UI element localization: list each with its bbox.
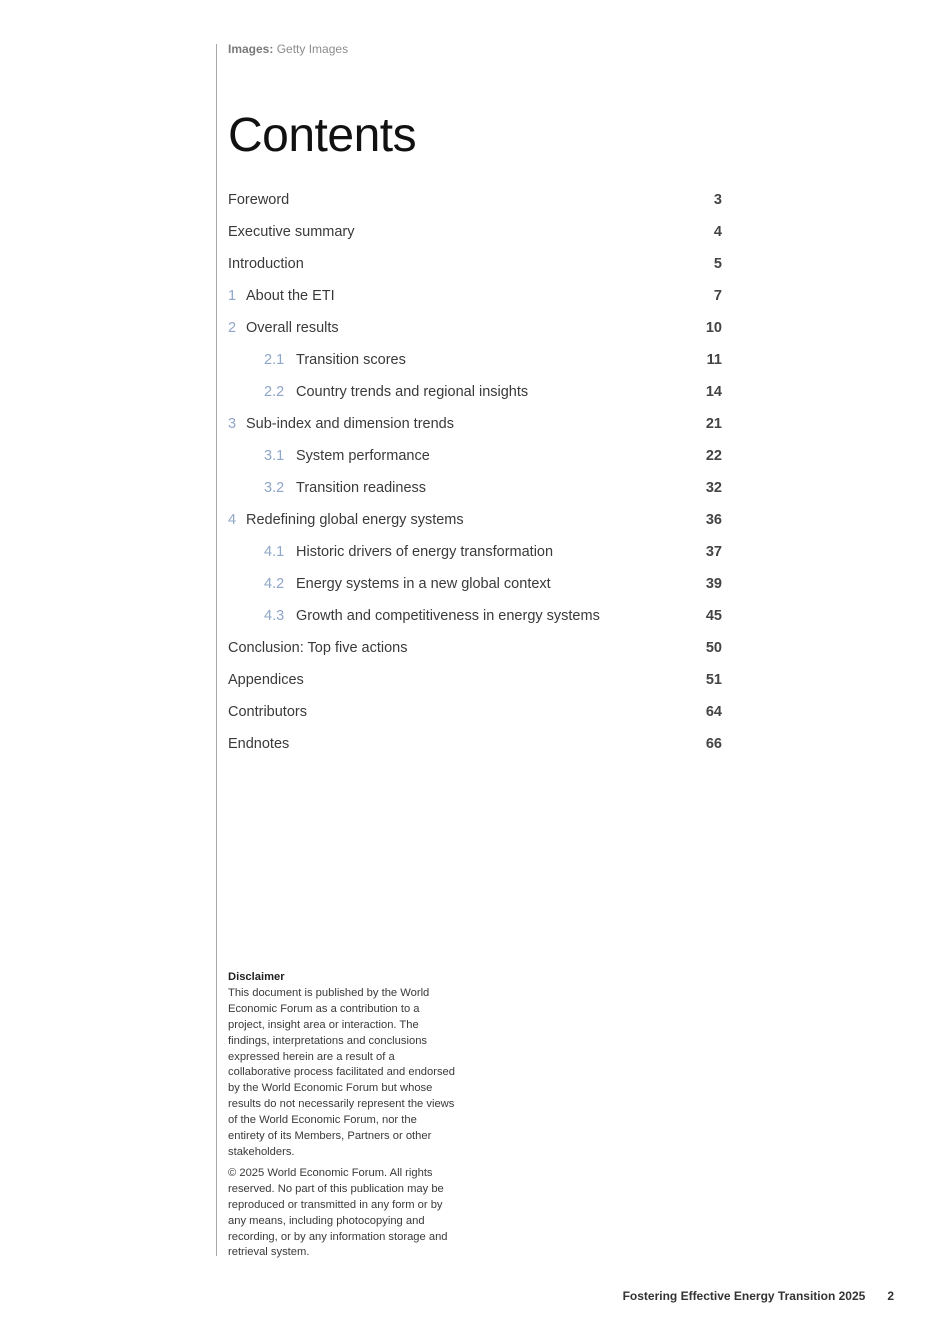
toc-page-number: 21: [705, 416, 722, 432]
toc-entry-label: Redefining global energy systems: [246, 512, 464, 528]
toc-entry-label: Contributors: [228, 704, 307, 720]
toc-entry-label: Introduction: [228, 256, 304, 272]
toc-entry[interactable]: [228, 632, 722, 664]
toc-page-number: 36: [705, 512, 722, 528]
toc-entry[interactable]: [228, 504, 722, 536]
toc-section-number: 3.1: [264, 448, 285, 464]
toc-page-number: 66: [705, 736, 722, 752]
toc-page-number: 37: [705, 544, 722, 560]
toc-entry-label: Foreword: [228, 192, 290, 208]
toc-page-number: 14: [705, 384, 722, 400]
toc-page-number: 5: [713, 256, 722, 272]
toc-page-number: 51: [705, 672, 722, 688]
toc-entry[interactable]: [228, 696, 722, 728]
toc-entry-label: Executive summary: [228, 224, 355, 240]
toc-entry[interactable]: [228, 280, 722, 312]
toc-entry[interactable]: [228, 344, 722, 376]
image-credit-value: Getty Images: [276, 42, 349, 56]
page-footer: [623, 1289, 894, 1303]
toc-section-number: 4: [228, 512, 237, 528]
toc-entry[interactable]: [228, 376, 722, 408]
toc-section-number: 3.2: [264, 480, 285, 496]
toc-section-number: 2.1: [264, 352, 285, 368]
toc-page-number: 4: [713, 224, 722, 240]
toc-entry-label: Growth and competitiveness in energy systems: [296, 608, 600, 624]
footer-report-title: Fostering Effective Energy Transition 2025: [622, 1289, 866, 1303]
toc-page-number: 32: [705, 480, 722, 496]
toc-entry[interactable]: [228, 440, 722, 472]
toc-page-number: 45: [705, 608, 722, 624]
toc-entry[interactable]: [228, 248, 722, 280]
toc-entry[interactable]: [228, 568, 722, 600]
toc-entry-label: Appendices: [228, 672, 304, 688]
table-of-contents: [228, 184, 722, 760]
toc-entry[interactable]: [228, 312, 722, 344]
toc-section-number: 1: [228, 288, 237, 304]
toc-entry[interactable]: [228, 728, 722, 760]
toc-entry-label: About the ETI: [246, 288, 335, 304]
toc-entry[interactable]: [228, 536, 722, 568]
toc-section-number: 2: [228, 320, 237, 336]
footer-page-number: 2: [887, 1289, 894, 1303]
margin-rule: [216, 44, 217, 1256]
disclaimer-body: This document is published by the World Economic Forum as a contribution to a project, insight area or interaction. The findings, interpretations and conclusions expressed herein are a result of a collaborative process facilitated and endorsed by the World Economic Forum but whose results do not necessarily represent the views of the World Economic Forum, nor the entirety of its Members, Partners or other stakeholders.: [228, 986, 455, 1158]
toc-section-number: 4.3: [264, 608, 285, 624]
page-title: Contents: [228, 109, 417, 162]
toc-entry-label: Country trends and regional insights: [296, 384, 529, 400]
image-credit: [228, 42, 348, 56]
toc-section-number: 3: [228, 416, 237, 432]
toc-entry-label: Conclusion: Top five actions: [228, 640, 408, 656]
toc-entry-label: Sub-index and dimension trends: [246, 416, 454, 432]
toc-page-number: 22: [705, 448, 722, 464]
toc-section-number: 2.2: [264, 384, 285, 400]
toc-section-number: 4.2: [264, 576, 285, 592]
toc-section-number: 4.1: [264, 544, 285, 560]
toc-entry[interactable]: [228, 472, 722, 504]
toc-entry-label: Historic drivers of energy transformation: [296, 544, 554, 560]
copyright-notice: © 2025 World Economic Forum. All rights reserved. No part of this publication may be reproduced or transmitted in any form or by any means, including photocopying and recording, or by any information storage and retrieval system.: [228, 1166, 448, 1259]
toc-entry[interactable]: [228, 216, 722, 248]
toc-page-number: 39: [705, 576, 722, 592]
toc-page-number: 11: [706, 352, 722, 368]
toc-page-number: 10: [705, 320, 722, 336]
toc-entry-label: Endnotes: [228, 736, 290, 752]
toc-entry-label: Transition scores: [296, 352, 406, 368]
disclaimer-heading: Disclaimer: [228, 971, 285, 983]
toc-entry[interactable]: [228, 408, 722, 440]
image-credit-label: Images:: [228, 42, 274, 56]
toc-entry[interactable]: [228, 664, 722, 696]
toc-entry-label: Transition readiness: [296, 480, 427, 496]
toc-page-number: 64: [705, 704, 722, 720]
disclaimer: [228, 970, 456, 1266]
toc-page-number: 7: [713, 288, 722, 304]
toc-entry[interactable]: [228, 184, 722, 216]
toc-entry-label: Energy systems in a new global context: [296, 576, 551, 592]
toc-page-number: 50: [705, 640, 722, 656]
toc-entry-label: System performance: [296, 448, 430, 464]
toc-page-number: 3: [713, 192, 722, 208]
toc-entry[interactable]: [228, 600, 722, 632]
toc-entry-label: Overall results: [246, 320, 339, 336]
